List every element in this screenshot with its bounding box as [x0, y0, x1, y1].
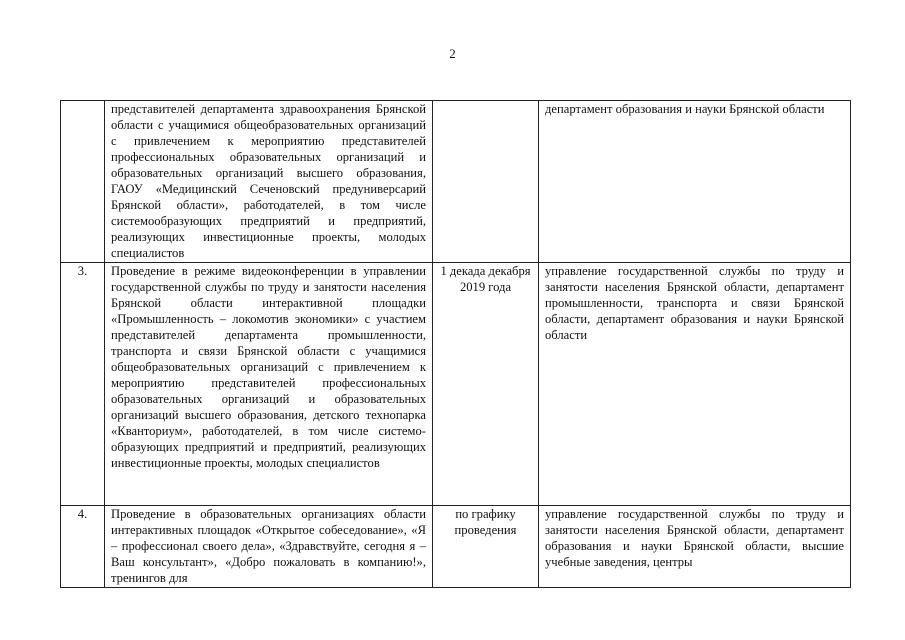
- row-number: 4.: [61, 506, 105, 588]
- row-number: [61, 101, 105, 263]
- event-term: по графику проведения: [433, 506, 539, 588]
- table-row: [61, 506, 851, 588]
- events-table: [60, 100, 851, 588]
- event-responsible: департамент образования и науки Брянской области: [539, 101, 851, 263]
- event-description: Проведение в образовательных организациях области интерактивных площадок «Открытое собеседование», «Я – профессионал своего дела», «Здравствуйте, сегодня я – Ваш консультант», «Добро пожаловать в компанию!», тренингов для: [105, 506, 433, 588]
- event-term: [433, 101, 539, 263]
- event-term: 1 декада декабря 2019 года: [433, 263, 539, 506]
- event-description: Проведение в режиме видеоконференции в управлении государственной службы по труду и занятости населения Брянской области интерактивной площадки «Промышленность – локомотив экономики» с участием представителей департамента промышленности, транспорта и связи Брянской области с учащимися общеобразовательных организаций с привлечением к мероприятию представителей профессиональных образовательных организаций и образовательных организаций высшего образования, детского технопарка «Кванториум», работодателей, в том числе системообразующих предприятий и предприятий, реализующих инвестиционные проекты, молодых специалистов: [105, 263, 433, 506]
- event-description: представителей департамента здравоохранения Брянской области с учащимися общеобразовательных организаций с привлечением к мероприятию представителей профессиональных образовательных организаций и образовательных организаций высшего образования, ГАОУ «Медицинский Сеченовский предуниверсарий Брянской области», работодателей, в том числе системообразующих предприятий и предприятий, реализующих инвестиционные проекты, молодых специалистов: [105, 101, 433, 263]
- row-number: 3.: [61, 263, 105, 506]
- event-responsible: управление государственной службы по труду и занятости населения Брянской области, департамент промышленности, транспорта и связи Брянской области, департамент образования и науки Брянской области: [539, 263, 851, 506]
- table-row: [61, 263, 851, 506]
- event-responsible: управление государственной службы по труду и занятости населения Брянской области, департамент образования и науки Брянской области, высшие учебные заведения, центры: [539, 506, 851, 588]
- table-row: [61, 101, 851, 263]
- page-number: 2: [449, 46, 456, 61]
